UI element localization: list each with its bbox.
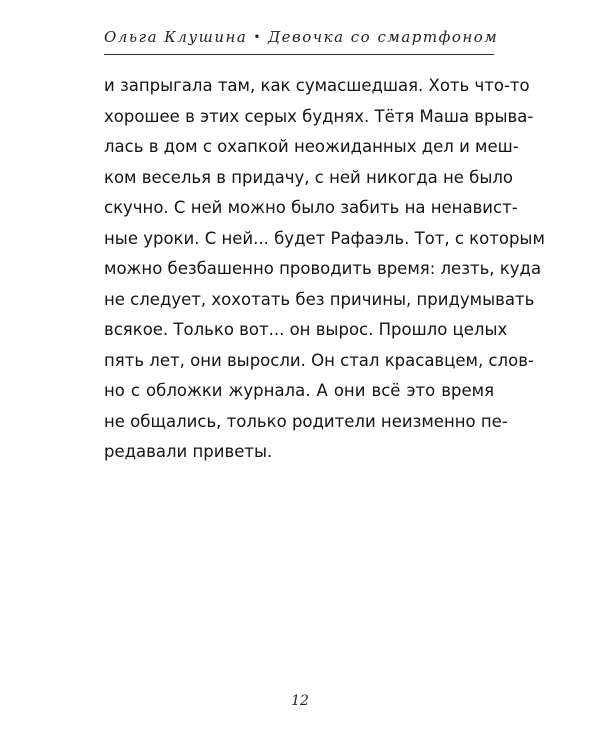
page-number: 12: [291, 693, 309, 709]
text-line: пять лет, они выросли. Он стал красавцем, слов-: [104, 350, 534, 370]
body-text: [104, 71, 545, 468]
text-line: лась в дом с охапкой неожиданных дел и меш-: [104, 137, 519, 156]
header-book-title: Девочка со смартфоном: [267, 28, 499, 46]
text-line: всякое. Только вот... он вырос. Прошло целых: [104, 320, 508, 339]
text-line: и запрыгала там, как сумасшедшая. Хоть что-то: [104, 76, 530, 95]
text-line: ные уроки. С ней... будет Рафаэль. Тот, с которым: [104, 228, 545, 248]
text-line: но с обложки журнала. А они всё это время: [104, 381, 494, 400]
text-line: можно безбашенно проводить время: лезть, куда: [104, 259, 542, 278]
text-line: не общались, только родители неизменно пе-: [104, 411, 508, 431]
header-author: Ольга Клушина: [104, 28, 248, 46]
running-header: [104, 28, 499, 48]
header-separator: •: [253, 30, 262, 44]
text-line: ком веселья в придачу, с ней никогда не было: [104, 167, 514, 187]
text-line: редавали приветы.: [104, 442, 273, 461]
text-line: хорошее в этих серых буднях. Тётя Маша врыва-: [104, 106, 534, 126]
header-rule: [104, 54, 494, 55]
text-line: не следует, хохотать без причины, придумывать: [104, 289, 535, 309]
text-line: скучно. С ней можно было забить на ненавист-: [104, 198, 518, 217]
